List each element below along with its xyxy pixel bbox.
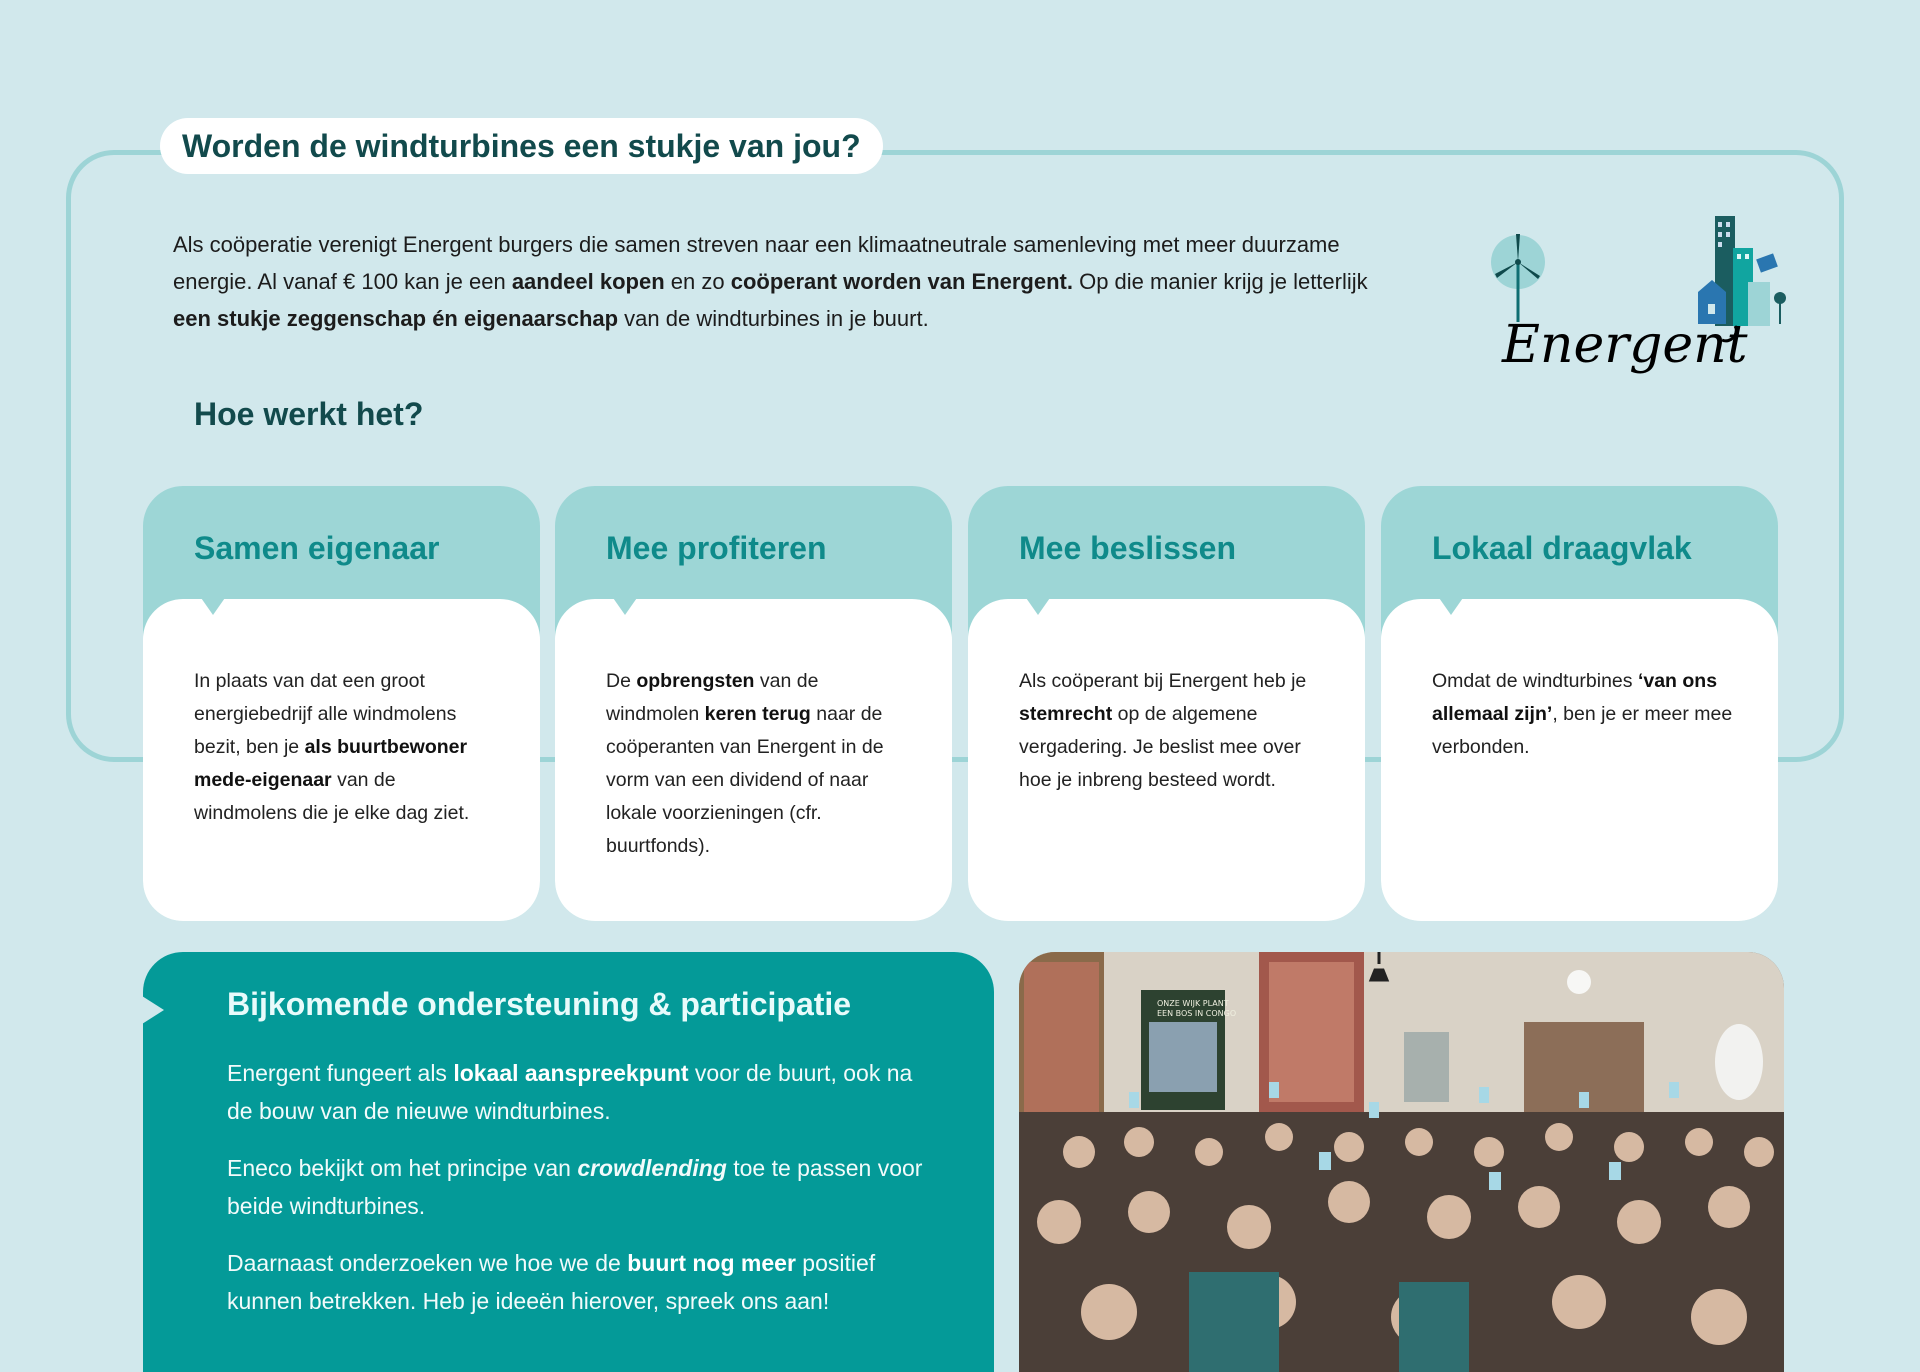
card-title: Mee profiteren [606,530,827,566]
card-title: Lokaal draagvlak [1432,530,1692,566]
assembly-photo-illustration [1019,952,1784,1372]
svg-text:ONZE WIJK PLANT: ONZE WIJK PLANT [1157,999,1229,1008]
support-section [143,952,994,1372]
page-title: Worden de windturbines een stukje van jou? [160,118,883,174]
card-mee-beslissen [968,486,1365,921]
card-samen-eigenaar [143,486,540,921]
energent-logo [1490,212,1790,402]
card-lokaal-draagvlak [1381,486,1778,921]
card-notch [611,595,639,615]
support-paragraph-2: Eneco bekijkt om het principe van crowdlending toe te passen voor beide windturbines. [227,1155,923,1219]
card-notch [199,595,227,615]
city-icon [1698,216,1786,326]
card-body: In plaats van dat een groot energiebedrijf alle windmolens bezit, ben je als buurtbewoner mede-eigenaar van de windmolens die je elke dag ziet. [143,599,540,921]
svg-text:EEN BOS IN CONGO: EEN BOS IN CONGO [1157,1009,1237,1018]
card-notch [1437,595,1465,615]
card-body: De opbrengsten van de windmolen keren terug naar de coöperanten van Energent in de vorm van een dividend of naar lokale voorzieningen (cfr. buurtfonds). [555,599,952,921]
support-paragraph-1: Energent fungeert als lokaal aanspreekpunt voor de buurt, ook na de bouw van de nieuwe windturbines. [227,1060,913,1124]
support-arrow [142,996,164,1024]
intro-paragraph: Als coöperatie verenigt Energent burgers die samen streven naar een klimaatneutrale samenleving met meer duurzame energie. Al vanaf € 100 kan je een aandeel kopen en zo coöperant worden van Energent. Op die manier krijg je letterlijk een stukje zeggenschap én eigenaarschap van de windturbines in je buurt. [173,232,1368,331]
wind-turbine-icon [1491,234,1545,322]
card-body: Omdat de windturbines ‘van ons allemaal zijn’, ben je er meer mee verbonden. [1381,599,1778,921]
assembly-photo [1019,952,1784,1372]
card-mee-profiteren [555,486,952,921]
how-it-works-heading: Hoe werkt het? [194,396,424,432]
card-title: Samen eigenaar [194,530,440,566]
card-title: Mee beslissen [1019,530,1236,566]
logo-wordmark: Energent [1502,315,1748,375]
card-body: Als coöperant bij Energent heb je stemrecht op de algemene vergadering. Je beslist mee over hoe je inbreng besteed wordt. [968,599,1365,921]
support-paragraph-3: Daarnaast onderzoeken we hoe we de buurt nog meer positief kunnen betrekken. Heb je ideeën hierover, spreek ons aan! [227,1250,876,1314]
card-notch [1024,595,1052,615]
support-title: Bijkomende ondersteuning & participatie [227,986,852,1022]
